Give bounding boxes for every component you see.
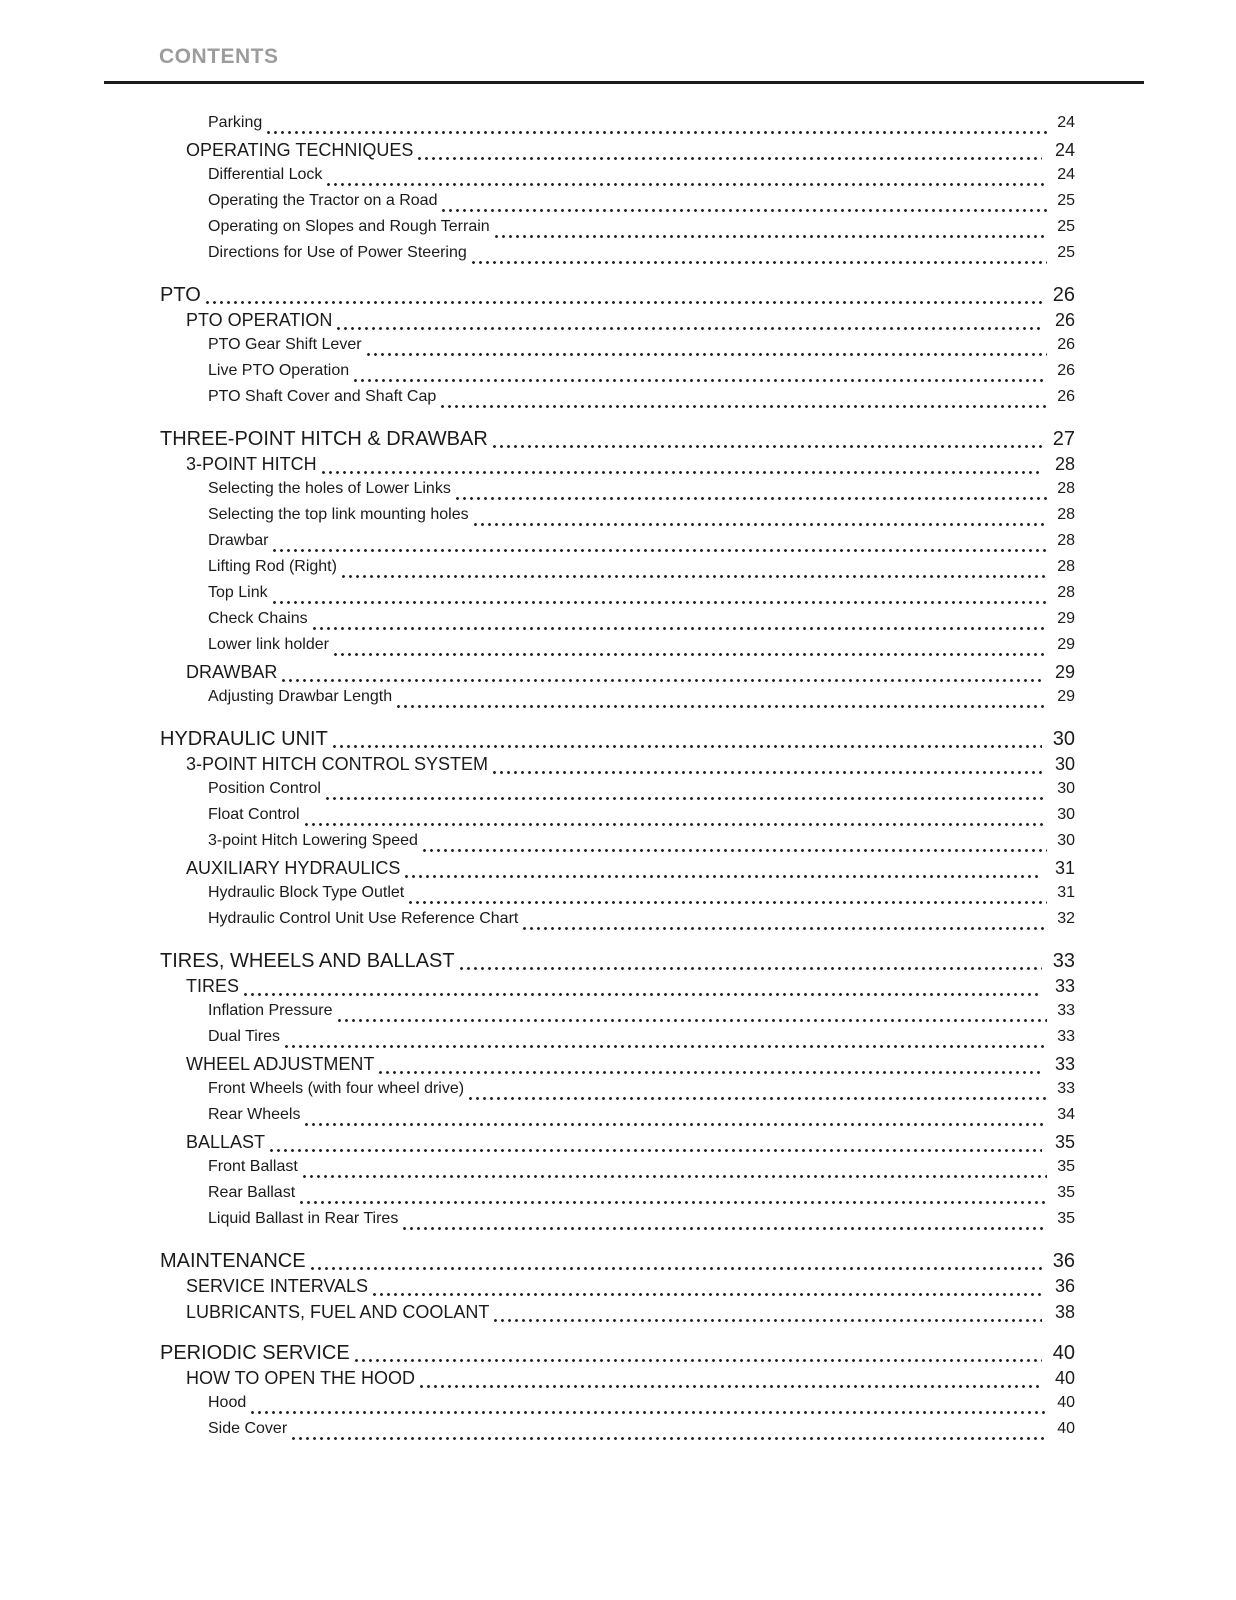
toc-dot-leader [403,1227,1047,1230]
toc-entry-label: Parking [208,114,263,131]
toc-entry-label: Position Control [208,780,321,797]
toc-dot-leader [267,131,1047,134]
toc-dot-leader [285,1045,1047,1048]
toc-entry [160,284,1075,310]
toc-dot-leader [523,927,1047,930]
toc-dot-leader [305,1123,1047,1126]
toc-entry-label: 3-POINT HITCH CONTROL SYSTEM [186,754,489,774]
toc-dot-leader [333,745,1042,748]
toc-entry-label: TIRES, WHEELS AND BALLAST [160,950,455,972]
toc-dot-leader [474,523,1047,526]
toc-entry [160,728,1075,754]
toc-entry-page-number: 34 [1057,1106,1075,1123]
toc-dot-leader [420,1385,1042,1388]
toc-entry-page-number: 29 [1057,688,1075,705]
toc-entry-page-number: 33 [1057,1002,1075,1019]
toc-dot-leader [460,967,1042,970]
toc-entry [160,140,1075,166]
toc-entry-label: Selecting the holes of Lower Links [208,480,451,497]
toc-entry-label: 3-point Hitch Lowering Speed [208,832,418,849]
toc-entry-page-number: 33 [1054,1054,1075,1074]
toc-entry-label: Side Cover [208,1420,288,1437]
toc-entry-label: Operating on Slopes and Rough Terrain [208,218,490,235]
toc-entry [160,336,1075,362]
toc-dot-leader [367,353,1047,356]
toc-entry-label: Inflation Pressure [208,1002,333,1019]
toc-entry-page-number: 28 [1057,584,1075,601]
toc-entry [160,1210,1075,1236]
toc-entry [160,950,1075,976]
toc-entry-label: PERIODIC SERVICE [160,1342,350,1364]
toc-entry [160,362,1075,388]
toc-entry-label: LUBRICANTS, FUEL AND COOLANT [186,1302,490,1322]
toc-entry-label: PTO OPERATION [186,310,333,330]
toc-entry [160,806,1075,832]
toc-entry [160,454,1075,480]
toc-entry-page-number: 24 [1054,140,1075,160]
toc-entry-page-number: 31 [1054,858,1075,878]
toc-entry-label: PTO [160,284,201,306]
toc-entry [160,1002,1075,1028]
toc-entry-page-number: 30 [1054,754,1075,774]
toc-entry [160,1106,1075,1132]
toc-entry [160,532,1075,558]
toc-entry [160,558,1075,584]
toc-entry-page-number: 35 [1057,1210,1075,1227]
toc-entry-page-number: 26 [1057,336,1075,353]
toc-entry-label: HOW TO OPEN THE HOOD [186,1368,416,1388]
toc-dot-leader [313,627,1047,630]
toc-entry-label: Selecting the top link mounting holes [208,506,469,523]
toc-dot-leader [338,1019,1047,1022]
toc-dot-leader [342,575,1047,578]
toc-entry [160,584,1075,610]
toc-dot-leader [292,1437,1047,1440]
toc-entry [160,910,1075,936]
toc-entry [160,218,1075,244]
toc-dot-leader [270,1149,1042,1152]
toc-entry-page-number: 32 [1057,910,1075,927]
toc-dot-leader [354,379,1047,382]
toc-entry [160,754,1075,780]
toc-entry-label: Hydraulic Block Type Outlet [208,884,405,901]
toc-entry-page-number: 25 [1057,192,1075,209]
toc-entry-page-number: 30 [1052,728,1075,750]
toc-entry [160,1420,1075,1446]
toc-entry-page-number: 30 [1057,780,1075,797]
toc-entry [160,858,1075,884]
toc-dot-leader [442,209,1047,212]
toc-entry-page-number: 35 [1054,1132,1075,1152]
toc-dot-leader [322,471,1042,474]
toc-dot-leader [493,771,1042,774]
toc-entry [160,388,1075,414]
toc-entry [160,192,1075,218]
toc-entry-label: Adjusting Drawbar Length [208,688,393,705]
toc-dot-leader [334,653,1047,656]
toc-entry-label: Hood [208,1394,247,1411]
toc-entry-label: 3-POINT HITCH [186,454,317,474]
toc-entry-page-number: 26 [1057,362,1075,379]
toc-entry-page-number: 24 [1057,166,1075,183]
toc-entry-page-number: 35 [1057,1158,1075,1175]
toc-entry-page-number: 30 [1057,832,1075,849]
toc-entry-page-number: 40 [1054,1368,1075,1388]
toc-entry-label: Directions for Use of Power Steering [208,244,467,261]
toc-entry-page-number: 26 [1052,284,1075,306]
toc-entry [160,1054,1075,1080]
toc-dot-leader [206,301,1042,304]
toc-entry-label: DRAWBAR [186,662,278,682]
toc-entry-page-number: 26 [1054,310,1075,330]
toc-entry-page-number: 33 [1054,976,1075,996]
toc-entry [160,166,1075,192]
toc-dot-leader [300,1201,1047,1204]
toc-entry-label: Lower link holder [208,636,329,653]
toc-entry-label: Rear Ballast [208,1184,296,1201]
toc-entry [160,1028,1075,1054]
toc-dot-leader [493,445,1042,448]
toc-entry-page-number: 26 [1057,388,1075,405]
toc-entry-page-number: 36 [1052,1250,1075,1272]
toc-dot-leader [405,875,1042,878]
toc-entry-label: AUXILIARY HYDRAULICS [186,858,401,878]
toc-dot-leader [303,1175,1047,1178]
toc-entry-label: Live PTO Operation [208,362,350,379]
toc-entry [160,832,1075,858]
toc-dot-leader [456,497,1047,500]
toc-dot-leader [495,235,1047,238]
toc-entry [160,1368,1075,1394]
toc-dot-leader [311,1267,1042,1270]
toc-entry-label: MAINTENANCE [160,1250,306,1272]
toc-entry [160,976,1075,1002]
toc-dot-leader [472,261,1047,264]
toc-entry-page-number: 25 [1057,244,1075,261]
toc-entry-label: WHEEL ADJUSTMENT [186,1054,375,1074]
table-of-contents [160,114,1075,1446]
toc-dot-leader [273,601,1047,604]
toc-dot-leader [469,1097,1047,1100]
toc-entry-page-number: 33 [1052,950,1075,972]
toc-entry-label: THREE-POINT HITCH & DRAWBAR [160,428,488,450]
toc-entry-label: Rear Wheels [208,1106,301,1123]
toc-entry [160,480,1075,506]
toc-dot-leader [337,327,1042,330]
toc-entry-label: Differential Lock [208,166,323,183]
toc-dot-leader [326,797,1047,800]
toc-entry-page-number: 27 [1052,428,1075,450]
toc-entry-label: Drawbar [208,532,269,549]
toc-entry [160,244,1075,270]
toc-entry-page-number: 24 [1057,114,1075,131]
toc-entry-page-number: 28 [1057,558,1075,575]
toc-entry-page-number: 31 [1057,884,1075,901]
toc-dot-leader [305,823,1047,826]
toc-entry-label: TIRES [186,976,240,996]
toc-entry [160,1394,1075,1420]
toc-entry [160,114,1075,140]
toc-entry-page-number: 36 [1054,1276,1075,1296]
toc-entry-label: Lifting Rod (Right) [208,558,337,575]
toc-entry-page-number: 30 [1057,806,1075,823]
toc-entry-label: Float Control [208,806,300,823]
toc-entry-label: PTO Gear Shift Lever [208,336,362,353]
toc-entry [160,428,1075,454]
toc-dot-leader [273,549,1047,552]
toc-entry-page-number: 28 [1057,506,1075,523]
header-divider [104,81,1144,84]
toc-entry-page-number: 28 [1057,480,1075,497]
toc-dot-leader [441,405,1047,408]
toc-entry [160,1250,1075,1276]
toc-entry-label: Check Chains [208,610,308,627]
toc-entry-label: BALLAST [186,1132,266,1152]
toc-entry-label: Dual Tires [208,1028,281,1045]
toc-entry [160,1132,1075,1158]
toc-entry [160,310,1075,336]
toc-entry-label: Hydraulic Control Unit Use Reference Chart [208,910,519,927]
toc-dot-leader [418,157,1042,160]
toc-entry-label: Front Ballast [208,1158,298,1175]
toc-entry-page-number: 28 [1057,532,1075,549]
toc-entry-page-number: 35 [1057,1184,1075,1201]
toc-entry [160,1342,1075,1368]
toc-entry [160,636,1075,662]
toc-entry-page-number: 28 [1054,454,1075,474]
toc-dot-leader [282,679,1042,682]
toc-entry [160,884,1075,910]
toc-dot-leader [494,1319,1042,1322]
toc-entry-label: Operating the Tractor on a Road [208,192,438,209]
toc-dot-leader [251,1411,1047,1414]
toc-dot-leader [327,183,1047,186]
toc-entry [160,1276,1075,1302]
toc-entry-label: HYDRAULIC UNIT [160,728,328,750]
toc-dot-leader [397,705,1047,708]
toc-dot-leader [373,1293,1042,1296]
page-title: CONTENTS [159,45,279,68]
toc-entry-page-number: 38 [1054,1302,1075,1322]
toc-entry [160,610,1075,636]
toc-dot-leader [423,849,1047,852]
toc-entry [160,1184,1075,1210]
toc-entry-page-number: 29 [1057,610,1075,627]
toc-entry-page-number: 25 [1057,218,1075,235]
toc-dot-leader [379,1071,1042,1074]
toc-dot-leader [409,901,1047,904]
toc-entry [160,1158,1075,1184]
toc-entry [160,1302,1075,1328]
toc-entry [160,780,1075,806]
toc-entry-page-number: 40 [1057,1394,1075,1411]
toc-entry-label: OPERATING TECHNIQUES [186,140,414,160]
toc-entry-page-number: 29 [1057,636,1075,653]
toc-entry-label: PTO Shaft Cover and Shaft Cap [208,388,437,405]
toc-entry-page-number: 40 [1052,1342,1075,1364]
toc-entry [160,662,1075,688]
toc-entry [160,688,1075,714]
toc-entry-label: Liquid Ballast in Rear Tires [208,1210,399,1227]
toc-entry [160,506,1075,532]
toc-entry-label: SERVICE INTERVALS [186,1276,369,1296]
toc-dot-leader [355,1359,1042,1362]
toc-dot-leader [244,993,1042,996]
toc-entry-label: Top Link [208,584,268,601]
toc-entry-page-number: 29 [1054,662,1075,682]
toc-entry [160,1080,1075,1106]
toc-entry-page-number: 40 [1057,1420,1075,1437]
toc-entry-label: Front Wheels (with four wheel drive) [208,1080,465,1097]
toc-entry-page-number: 33 [1057,1080,1075,1097]
toc-entry-page-number: 33 [1057,1028,1075,1045]
